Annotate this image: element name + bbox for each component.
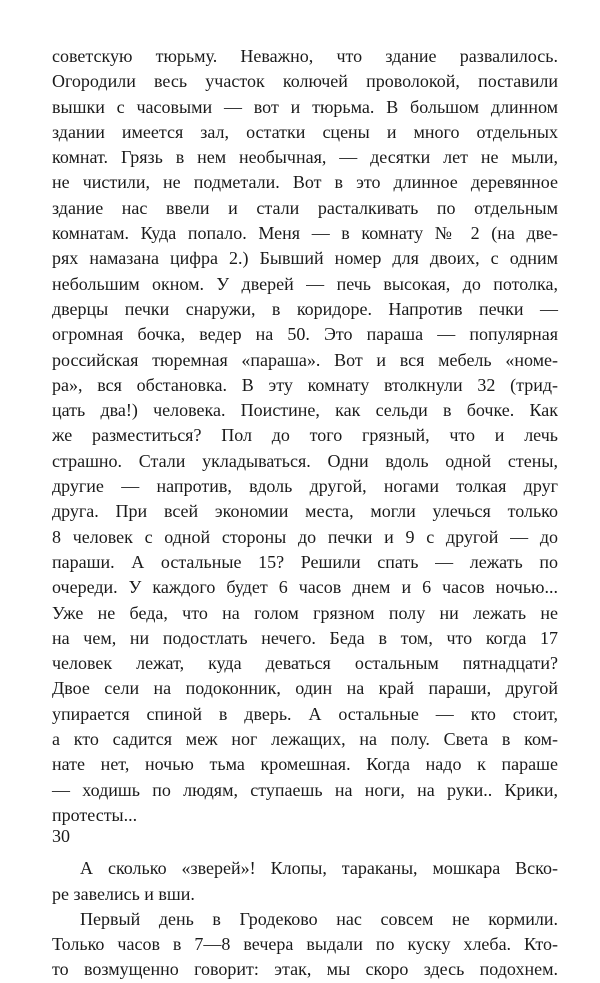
text-line: ра», вся обстановка. В эту комнату втолкнули 32 (трид- — [52, 374, 558, 395]
paragraph-3 — [52, 907, 558, 983]
text-line: Уже не беда, что на голом грязном полу ни лежать не — [52, 602, 558, 623]
text-line: советскую тюрьму. Неважно, что здание развалилось. — [52, 46, 558, 66]
text-line: здании имеется зал, остатки сцены и много отдельных — [52, 121, 558, 142]
text-line: протесты... — [52, 804, 138, 825]
text-line: друга. При всей экономии места, могли улечься только — [52, 501, 558, 522]
text-line: а кто садится меж ног лежащих, на полу. Света в ком- — [52, 729, 558, 750]
text-line: другие — напротив, вдоль другой, ногами толкая друг — [52, 476, 558, 497]
text-line: рях намазана цифра 2.) Бывший номер для двоих, с одним — [52, 248, 558, 269]
text-line: не чистили, не подметали. Вот в это длинное деревянное — [52, 172, 558, 193]
text-line: страшно. Стали укладываться. Одни вдоль одной стены, — [52, 450, 558, 471]
text-line: нате нет, ночью тьма кромешная. Когда надо к параше — [52, 754, 558, 775]
text-line: здание нас ввели и стали расталкивать по отдельным — [52, 197, 558, 218]
text-line: вышки с часовыми — вот и тюрьма. В большом длинном — [52, 96, 558, 117]
text-line: параши. А остальные 15? Решили спать — лежать по — [52, 551, 558, 572]
text-line: Огородили весь участок колючей проволокой, поставили — [52, 71, 558, 92]
text-line: цать два!) человека. Поистине, как сельди в бочке. Как — [52, 400, 558, 421]
text-line: упирается спиной в дверь. А остальные — кто стоит, — [52, 703, 558, 724]
text-line: огромная бочка, ведер на 50. Это параша — популярная — [52, 324, 558, 345]
text-line: российская тюремная «параша». Вот и вся мебель «номе- — [52, 349, 558, 370]
text-line: же разместиться? Пол до того грязный, что и лечь — [52, 425, 558, 446]
text-line: ре завелись и вши. — [52, 883, 195, 904]
text-line: комнат. Грязь в нем необычная, — десятки лет не мыли, — [52, 147, 558, 168]
text-line: небольшим окном. У дверей — печь высокая, до потолка, — [52, 273, 558, 294]
text-line: Только часов в 7—8 вечера выдали по куску хлеба. Кто- — [52, 934, 558, 955]
text-line: человек лежат, куда деваться остальным пятнадцати? — [52, 653, 558, 674]
text-line: Двое сели на подоконник, один на край параши, другой — [52, 678, 558, 699]
page-number: 30 — [52, 826, 70, 846]
paragraph-1 — [52, 44, 558, 828]
text-line: — ходишь по людям, ступаешь на ноги, на руки.. Крики, — [52, 779, 558, 800]
page-body — [52, 44, 558, 983]
text-line: А сколько «зверей»! Клопы, тараканы, мошкара Вско- — [80, 858, 558, 879]
text-line: 8 человек с одной стороны до печки и 9 с другой — до — [52, 526, 558, 547]
paragraph-gap — [52, 828, 558, 856]
paragraph-2 — [52, 856, 558, 907]
text-line: то возмущенно говорит: этак, мы скоро здесь подохнем. — [52, 959, 558, 980]
text-line: на чем, ни подостлать нечего. Беда в том, что когда 17 — [52, 627, 558, 648]
text-line: дверцы печки снаружи, в коридоре. Напротив печки — — [52, 298, 558, 319]
text-line: комнатам. Куда попало. Меня — в комнату № 2 (на две- — [52, 223, 558, 244]
text-line: очереди. У каждого будет 6 часов днем и 6 часов ночью... — [52, 577, 558, 598]
text-line: Первый день в Гродеково нас совсем не кормили. — [80, 908, 558, 929]
